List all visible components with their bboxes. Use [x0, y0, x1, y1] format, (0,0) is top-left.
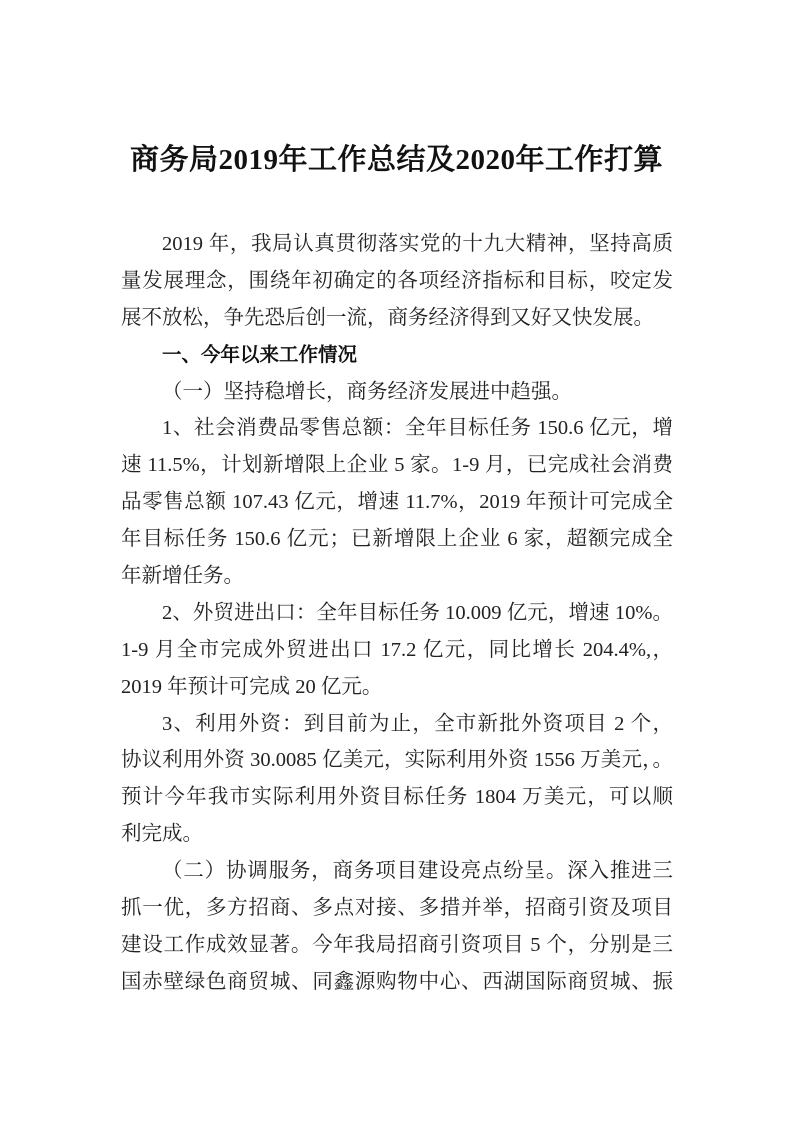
paragraph-line: 展不放松，争先恐后创一流，商务经济得到又好又快发展。 — [121, 306, 654, 329]
paragraph-line: 1、社会消费品零售总额：全年目标任务 150.6 亿元，增 — [162, 417, 673, 440]
paragraph-line: 年目标任务 150.6 亿元；已新增限上企业 6 家，超额完成全 — [121, 528, 673, 551]
paragraph-line: 国赤壁绿色商贸城、同鑫源购物中心、西湖国际商贸城、振 — [121, 970, 673, 993]
document-title: 商务局2019年工作总结及2020年工作打算 — [129, 144, 663, 176]
paragraph-line: 抓一优，多方招商、多点对接、多措并举，招商引资及项目 — [121, 897, 673, 920]
document-body — [121, 226, 673, 1001]
paragraph-line: 2、外贸进出口：全年目标任务 10.009 亿元，增速 10%。 — [162, 601, 673, 624]
section-heading: 一、今年以来工作情况 — [162, 342, 358, 366]
paragraph-line: 量发展理念，围绕年初确定的各项经济指标和目标，咬定发 — [121, 269, 673, 292]
paragraph-line: 3、利用外资：到目前为止，全市新批外资项目 2 个， — [162, 712, 673, 735]
paragraph-line: 1-9 月全市完成外贸进出口 17.2 亿元，同比增长 204.4%,， — [121, 638, 673, 661]
paragraph-line: （二）协调服务，商务项目建设亮点纷呈。深入推进三 — [162, 860, 673, 883]
paragraph-line: 品零售总额 107.43 亿元，增速 11.7%，2019 年预计可完成全 — [121, 491, 673, 514]
paragraph-line: 建设工作成效显著。今年我局招商引资项目 5 个，分别是三 — [121, 933, 673, 956]
paragraph-line: 利完成。 — [121, 823, 203, 846]
paragraph-line: 年新增任务。 — [121, 565, 244, 588]
paragraph-line: 速 11.5%，计划新增限上企业 5 家。1-9 月，已完成社会消费 — [121, 454, 673, 477]
paragraph-line: 协议利用外资 30.0085 亿美元，实际利用外资 1556 万美元，。 — [121, 749, 673, 772]
paragraph-line: 2019 年，我局认真贯彻落实党的十九大精神，坚持高质 — [162, 233, 673, 255]
subsection-heading: （一）坚持稳增长，商务经济发展进中趋强。 — [162, 380, 572, 403]
paragraph-line: 2019 年预计可完成 20 亿元。 — [121, 675, 383, 698]
paragraph-line: 预计今年我市实际利用外资目标任务 1804 万美元，可以顺 — [121, 786, 673, 809]
